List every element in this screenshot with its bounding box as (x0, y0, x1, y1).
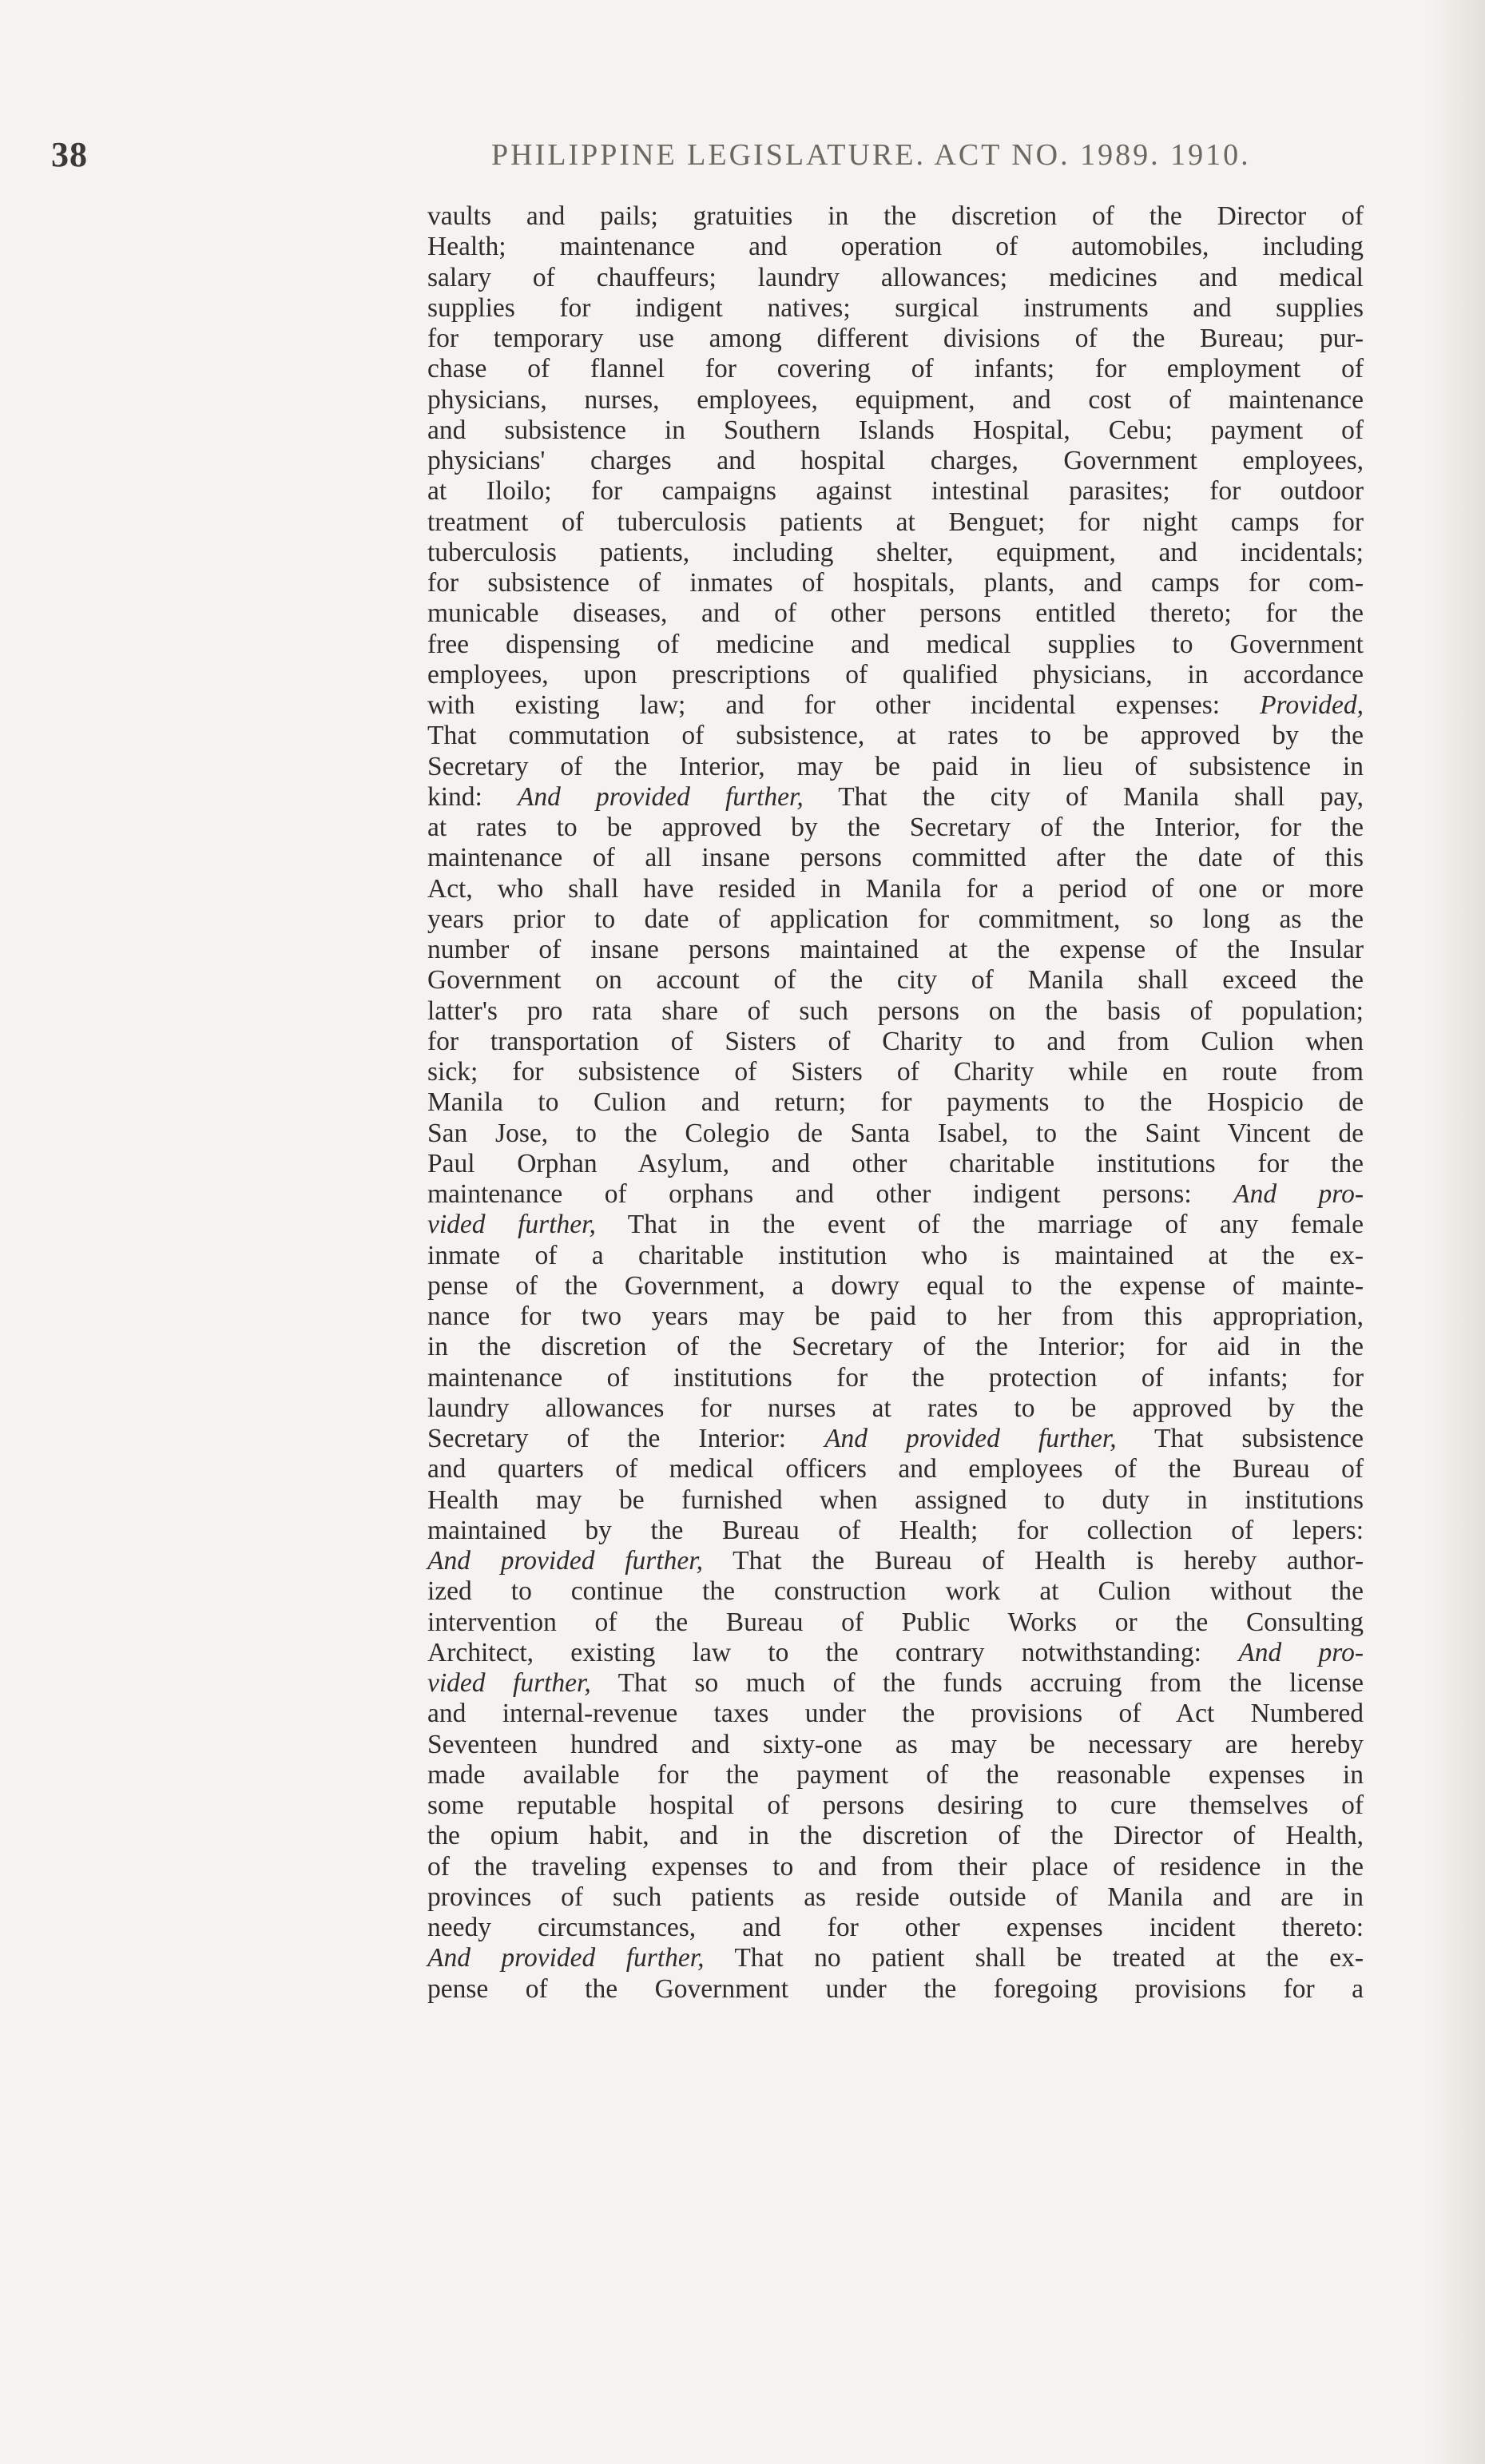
italic-phrase: And provided further, (517, 781, 804, 812)
body-line: chase of flannel for covering of infants; for employment of (427, 354, 1364, 384)
body-line: ized to continue the construction work at Culion without the (427, 1576, 1364, 1607)
body-line: number of insane persons maintained at the expense of the Insular (427, 935, 1364, 964)
body-line: And provided further, That no patient shall be treated at the ex- (427, 1943, 1364, 1973)
body-line: Secretary of the Interior: And provided further, That subsistence (427, 1424, 1364, 1453)
italic-phrase: And provided further, (427, 1943, 705, 1973)
body-line: some reputable hospital of persons desiring to cure themselves of (427, 1790, 1364, 1820)
italic-phrase: vided further, (427, 1668, 591, 1698)
body-line: Secretary of the Interior, may be paid in lieu of subsistence in (427, 751, 1364, 781)
body-line: Government on account of the city of Manila shall exceed the (427, 965, 1364, 996)
body-line: supplies for indigent natives; surgical instruments and supplies (427, 292, 1364, 323)
body-line: the opium habit, and in the discretion of the Director of Health, (427, 1821, 1364, 1851)
body-line: maintenance of institutions for the protection of infants; for (427, 1362, 1364, 1393)
body-line: and subsistence in Southern Islands Hospital, Cebu; payment of (427, 415, 1364, 445)
body-line: and quarters of medical officers and employees of the Bureau of (427, 1454, 1364, 1484)
body-line: at rates to be approved by the Secretary of the Interior, for the (427, 813, 1364, 842)
page-number: 38 (51, 135, 88, 174)
body-line: years prior to date of application for commitment, so long as the (427, 904, 1364, 934)
body-line: needy circumstances, and for other expenses incident thereto: (427, 1913, 1364, 1942)
body-line: with existing law; and for other incidental expenses: Provided, (427, 690, 1364, 720)
body-line: intervention of the Bureau of Public Works or the Consulting (427, 1607, 1364, 1637)
body-line: at Iloilo; for campaigns against intestinal parasites; for outdoor (427, 476, 1364, 507)
body-line: And provided further, That the Bureau of Health is hereby author- (427, 1546, 1364, 1576)
body-line: Architect, existing law to the contrary notwithstanding: And pro- (427, 1637, 1364, 1667)
body-line: That commutation of subsistence, at rates to be approved by the (427, 721, 1364, 751)
body-line: sick; for subsistence of Sisters of Charity while en route from (427, 1057, 1364, 1087)
body-line: physicians' charges and hospital charges, Government employees, (427, 446, 1364, 475)
italic-phrase: vided further, (427, 1210, 596, 1240)
body-line: Paul Orphan Asylum, and other charitable institutions for the (427, 1148, 1364, 1178)
body-line: made available for the payment of the reasonable expenses in (427, 1759, 1364, 1790)
body-line: maintained by the Bureau of Health; for collection of lepers: (427, 1515, 1364, 1545)
body-line: in the discretion of the Secretary of the Interior; for aid in the (427, 1332, 1364, 1362)
body-line: employees, upon prescriptions of qualified physicians, in accordance (427, 659, 1364, 690)
body-line: of the traveling expenses to and from their place of residence in the (427, 1851, 1364, 1882)
body-line: municable diseases, and of other persons entitled thereto; for the (427, 598, 1364, 629)
body-line: Manila to Culion and return; for payments to the Hospicio de (427, 1087, 1364, 1118)
body-line: Seventeen hundred and sixty-one as may be necessary are hereby (427, 1729, 1364, 1759)
body-line: vided further, That so much of the funds accruing from the license (427, 1668, 1364, 1698)
body-line: Health may be furnished when assigned to duty in institutions (427, 1484, 1364, 1515)
italic-phrase: And pro- (1238, 1637, 1364, 1667)
body-text (427, 201, 1364, 2005)
body-line: and internal-revenue taxes under the provisions of Act Numbered (427, 1699, 1364, 1729)
body-line: vaults and pails; gratuities in the discretion of the Director of (427, 201, 1364, 231)
body-line: vided further, That in the event of the marriage of any female (427, 1210, 1364, 1240)
body-line: maintenance of all insane persons committed after the date of this (427, 843, 1364, 873)
body-line: kind: And provided further, That the city of Manila shall pay, (427, 781, 1364, 812)
body-line: pense of the Government, a dowry equal to the expense of mainte- (427, 1270, 1364, 1301)
body-line: physicians, nurses, employees, equipment, and cost of maintenance (427, 384, 1364, 415)
body-line: Health; maintenance and operation of automobiles, including (427, 232, 1364, 262)
italic-phrase: And provided further, (427, 1546, 703, 1576)
body-line: for subsistence of inmates of hospitals, plants, and camps for com- (427, 568, 1364, 598)
body-line: salary of chauffeurs; laundry allowances; medicines and medical (427, 262, 1364, 292)
body-line: latter's pro rata share of such persons on the basis of population; (427, 996, 1364, 1026)
body-line: for transportation of Sisters of Charity to and from Culion when (427, 1026, 1364, 1056)
body-line: inmate of a charitable institution who is maintained at the ex- (427, 1240, 1364, 1270)
body-line: for temporary use among different divisions of the Bureau; pur- (427, 324, 1364, 353)
body-line: tuberculosis patients, including shelter, equipment, and incidentals; (427, 537, 1364, 567)
body-line: maintenance of orphans and other indigent persons: And pro- (427, 1179, 1364, 1209)
body-line: Act, who shall have resided in Manila for a period of one or more (427, 873, 1364, 904)
italic-phrase: Provided, (1260, 690, 1364, 720)
italic-phrase: And provided further, (824, 1424, 1117, 1453)
body-line: pense of the Government under the foregoing provisions for a (427, 1973, 1364, 2004)
body-line: laundry allowances for nurses at rates to be approved by the (427, 1393, 1364, 1423)
body-line: San Jose, to the Colegio de Santa Isabel, to the Saint Vincent de (427, 1118, 1364, 1148)
body-line: free dispensing of medicine and medical supplies to Government (427, 629, 1364, 659)
body-line: treatment of tuberculosis patients at Benguet; for night camps for (427, 507, 1364, 537)
page-edge-shadow (1429, 0, 1485, 2464)
italic-phrase: And pro- (1233, 1179, 1364, 1209)
body-line: provinces of such patients as reside outside of Manila and are in (427, 1882, 1364, 1912)
running-head: PHILIPPINE LEGISLATURE. ACT NO. 1989. 1910. (491, 138, 1251, 172)
body-line: nance for two years may be paid to her from this appropriation, (427, 1302, 1364, 1331)
